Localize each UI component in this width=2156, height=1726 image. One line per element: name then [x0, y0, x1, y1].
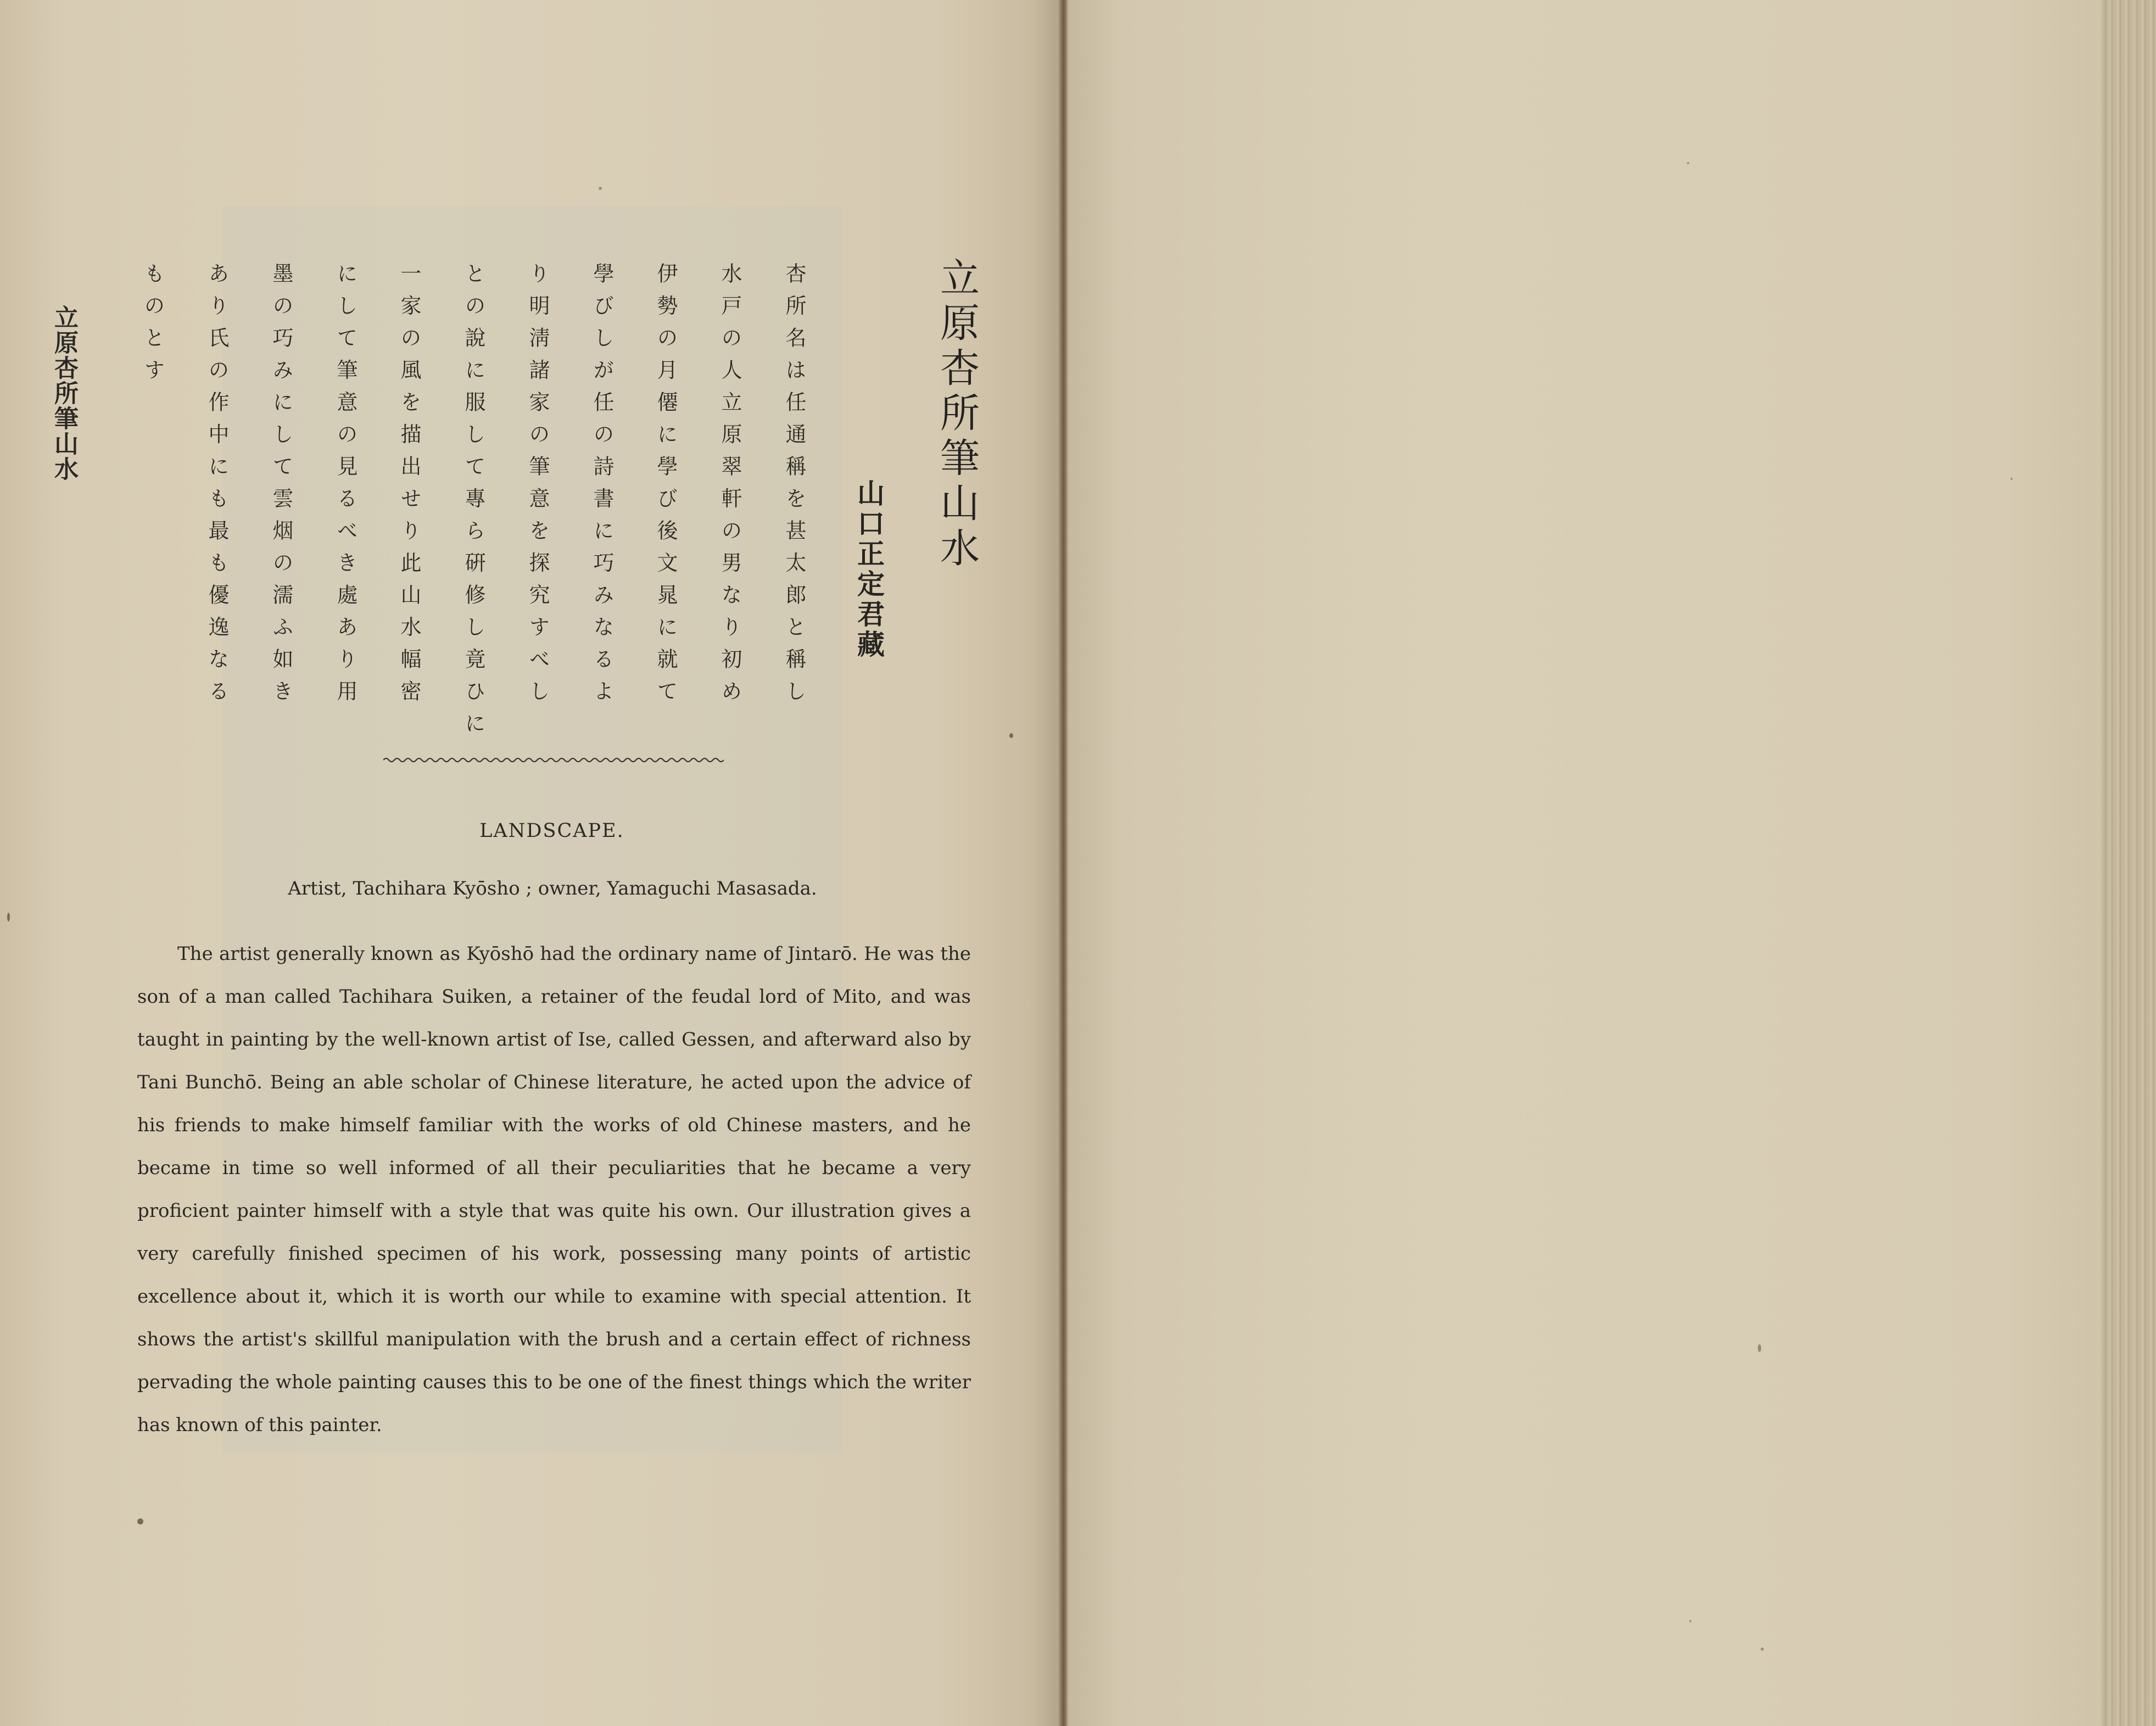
japanese-text-column: り明淸諸家の筆意を探究すべし — [526, 262, 550, 712]
japanese-text-column: 水戸の人立原翠軒の男なり初め — [718, 262, 742, 712]
book-gutter — [1059, 0, 1069, 1726]
right-page-blank — [1069, 0, 2107, 1726]
paper-speck — [2010, 478, 2013, 480]
japanese-text-column: 伊勢の月僊に學び後文晁に就て — [653, 262, 678, 712]
english-body: The artist generally known as Kyōshō had the ordinary name of Jintarō. He was the son of a man called Tachihara Suiken, a retainer of the feudal lord of Mito, and was taught in painting by the well-known artist of Ise, called Gessen, and afterward also by Tani Bunchō. Being an able scholar of Chinese literature, he acted upon the advice of his friends to make himself familiar with the works of old Chinese masters, and he became in time so well informed of all their peculiarities that he became a very proficient painter himself with a style that was quite his own. Our illustration gives a very carefully finished specimen of his work, possessing many points of artistic excellence about it, which it is worth our while to examine with special attention. It shows the artist's skillful manipulation with the brush and a certain effect of richness pervading the whole painting causes this to be one of the finest things which the writer has known of this painter. — [137, 943, 971, 1436]
paper-speck — [1758, 1344, 1761, 1352]
wavy-divider — [383, 756, 724, 764]
japanese-text-column: 學びしが任の詩書に巧みなるよ — [590, 262, 614, 712]
running-head: 立原杏所筆山水 — [50, 305, 78, 482]
paper-speck — [1009, 733, 1013, 738]
japanese-text-column: 墨の巧みにして雲烟の濡ふ如き — [269, 262, 293, 712]
japanese-text-column: との說に服して專ら硏修し竟ひに — [461, 262, 485, 745]
japanese-text-column: ものとす — [141, 262, 165, 391]
english-heading: LANDSCAPE. — [479, 820, 624, 842]
japanese-text-column: にして筆意の見るべき處あり用 — [333, 262, 358, 712]
paper-speck — [137, 1518, 143, 1524]
paper-speck — [1689, 1620, 1691, 1622]
paper-speck — [7, 913, 10, 921]
japanese-text-column: 一家の風を描出せり此山水幅密 — [397, 262, 421, 712]
paper-speck — [599, 187, 602, 190]
english-credit: Artist, Tachihara Kyōsho ; owner, Yamaguchi Masasada. — [288, 878, 817, 900]
japanese-title: 立原杏所筆山水 — [934, 257, 980, 572]
japanese-text-column: あり氏の作中にも最も優逸なる — [205, 262, 229, 712]
paper-speck — [1687, 162, 1689, 164]
japanese-text-column: 杏所名は任通稱を甚太郎と稱し — [782, 262, 806, 712]
japanese-owner: 山口正定君藏 — [853, 479, 885, 660]
paper-speck — [1761, 1647, 1764, 1651]
page-block-edge — [2107, 0, 2156, 1726]
left-page — [0, 0, 1063, 1726]
